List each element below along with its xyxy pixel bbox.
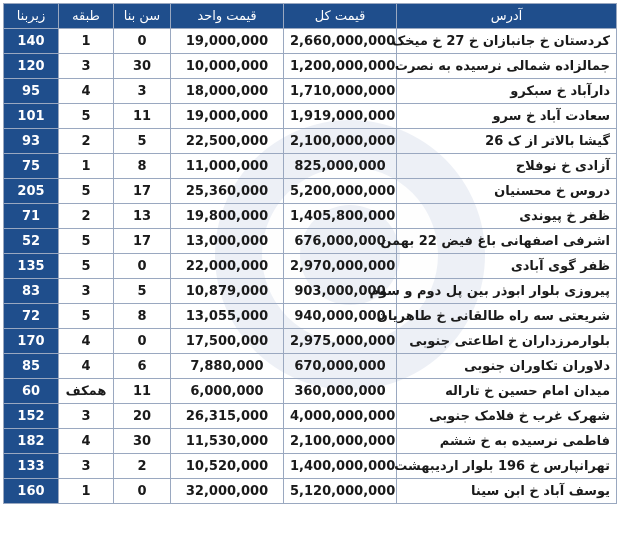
address-cell: فاطمی نرسیده به خ ششم	[397, 429, 617, 454]
table-row	[4, 404, 617, 429]
total-price-cell: 2,100,000,000	[284, 429, 397, 454]
building-age-cell: 8	[114, 304, 171, 329]
building-age-cell: 11	[114, 379, 171, 404]
table-row	[4, 354, 617, 379]
floor-cell: 4	[59, 329, 114, 354]
floor-cell: 2	[59, 129, 114, 154]
total-price-cell: 1,710,000,000	[284, 79, 397, 104]
unit-price-cell: 18,000,000	[171, 79, 284, 104]
floor-cell: 4	[59, 429, 114, 454]
total-price-cell: 2,660,000,000	[284, 29, 397, 54]
unit-price-cell: 11,530,000	[171, 429, 284, 454]
total-price-cell: 1,919,000,000	[284, 104, 397, 129]
floor-cell: 5	[59, 229, 114, 254]
table-row	[4, 154, 617, 179]
table-row	[4, 479, 617, 504]
unit-price-cell: 13,055,000	[171, 304, 284, 329]
area-cell: 182	[4, 429, 59, 454]
table-row	[4, 29, 617, 54]
address-cell: سعادت آباد خ سرو	[397, 104, 617, 129]
building-age-cell: 3	[114, 79, 171, 104]
building-age-cell: 30	[114, 429, 171, 454]
address-cell: کردستان خ جانبازان خ 27 خ میخک	[397, 29, 617, 54]
total-price-cell: 825,000,000	[284, 154, 397, 179]
area-cell: 135	[4, 254, 59, 279]
table-row	[4, 229, 617, 254]
header-floor: طبقه	[59, 4, 114, 29]
header-unit-price: قیمت واحد	[171, 4, 284, 29]
unit-price-cell: 22,500,000	[171, 129, 284, 154]
floor-cell: 3	[59, 54, 114, 79]
unit-price-cell: 10,000,000	[171, 54, 284, 79]
floor-cell: 5	[59, 254, 114, 279]
building-age-cell: 8	[114, 154, 171, 179]
area-cell: 152	[4, 404, 59, 429]
address-cell: میدان امام حسین خ تاراله	[397, 379, 617, 404]
building-age-cell: 11	[114, 104, 171, 129]
unit-price-cell: 19,000,000	[171, 104, 284, 129]
total-price-cell: 5,120,000,000	[284, 479, 397, 504]
floor-cell: 5	[59, 304, 114, 329]
area-cell: 71	[4, 204, 59, 229]
area-cell: 93	[4, 129, 59, 154]
building-age-cell: 5	[114, 279, 171, 304]
table-header-row	[4, 4, 617, 29]
building-age-cell: 0	[114, 254, 171, 279]
table-row	[4, 179, 617, 204]
total-price-cell: 1,405,800,000	[284, 204, 397, 229]
area-cell: 95	[4, 79, 59, 104]
unit-price-cell: 6,000,000	[171, 379, 284, 404]
table-row	[4, 279, 617, 304]
building-age-cell: 17	[114, 229, 171, 254]
header-building-age: سن بنا	[114, 4, 171, 29]
floor-cell: همکف	[59, 379, 114, 404]
table-row	[4, 79, 617, 104]
address-cell: دارآباد خ سبکرو	[397, 79, 617, 104]
total-price-cell: 2,100,000,000	[284, 129, 397, 154]
header-address: آدرس	[397, 4, 617, 29]
address-cell: شریعتی سه راه طالقانی خ طاهریان	[397, 304, 617, 329]
floor-cell: 5	[59, 104, 114, 129]
unit-price-cell: 7,880,000	[171, 354, 284, 379]
total-price-cell: 360,000,000	[284, 379, 397, 404]
unit-price-cell: 26,315,000	[171, 404, 284, 429]
building-age-cell: 0	[114, 29, 171, 54]
building-age-cell: 17	[114, 179, 171, 204]
area-cell: 133	[4, 454, 59, 479]
unit-price-cell: 22,000,000	[171, 254, 284, 279]
apartment-price-table	[3, 3, 617, 504]
total-price-cell: 670,000,000	[284, 354, 397, 379]
floor-cell: 5	[59, 179, 114, 204]
address-cell: بلوارمرزداران خ اطاعتی جنوبی	[397, 329, 617, 354]
table-row	[4, 379, 617, 404]
unit-price-cell: 10,520,000	[171, 454, 284, 479]
unit-price-cell: 19,800,000	[171, 204, 284, 229]
address-cell: اشرفی اصفهانی باغ فیض 22 بهمن	[397, 229, 617, 254]
area-cell: 75	[4, 154, 59, 179]
floor-cell: 1	[59, 479, 114, 504]
total-price-cell: 676,000,000	[284, 229, 397, 254]
address-cell: ظفر گوی آبادی	[397, 254, 617, 279]
table-row	[4, 54, 617, 79]
address-cell: گیشا بالاتر از ک 26	[397, 129, 617, 154]
floor-cell: 2	[59, 204, 114, 229]
building-age-cell: 2	[114, 454, 171, 479]
table-row	[4, 104, 617, 129]
table-row	[4, 254, 617, 279]
table-row	[4, 304, 617, 329]
unit-price-cell: 19,000,000	[171, 29, 284, 54]
address-cell: دلاوران تکاوران جنوبی	[397, 354, 617, 379]
building-age-cell: 0	[114, 329, 171, 354]
area-cell: 101	[4, 104, 59, 129]
building-age-cell: 30	[114, 54, 171, 79]
header-area: زیربنا	[4, 4, 59, 29]
address-cell: ظفر خ پیوندی	[397, 204, 617, 229]
building-age-cell: 13	[114, 204, 171, 229]
address-cell: آزادی خ نوفلاح	[397, 154, 617, 179]
total-price-cell: 2,970,000,000	[284, 254, 397, 279]
floor-cell: 3	[59, 404, 114, 429]
total-price-cell: 1,200,000,000	[284, 54, 397, 79]
building-age-cell: 20	[114, 404, 171, 429]
table-row	[4, 129, 617, 154]
floor-cell: 1	[59, 154, 114, 179]
area-cell: 120	[4, 54, 59, 79]
total-price-cell: 940,000,000	[284, 304, 397, 329]
area-cell: 52	[4, 229, 59, 254]
total-price-cell: 4,000,000,000	[284, 404, 397, 429]
address-cell: یوسف آباد خ ابن سینا	[397, 479, 617, 504]
table-body	[4, 29, 617, 504]
unit-price-cell: 25,360,000	[171, 179, 284, 204]
total-price-cell: 903,000,000	[284, 279, 397, 304]
total-price-cell: 5,200,000,000	[284, 179, 397, 204]
building-age-cell: 6	[114, 354, 171, 379]
area-cell: 83	[4, 279, 59, 304]
address-cell: شهرک غرب خ فلامک جنوبی	[397, 404, 617, 429]
area-cell: 85	[4, 354, 59, 379]
floor-cell: 4	[59, 354, 114, 379]
area-cell: 140	[4, 29, 59, 54]
total-price-cell: 1,400,000,000	[284, 454, 397, 479]
building-age-cell: 5	[114, 129, 171, 154]
address-cell: پیروزی بلوار ابوذر بین پل دوم و سوم	[397, 279, 617, 304]
table-row	[4, 329, 617, 354]
area-cell: 170	[4, 329, 59, 354]
unit-price-cell: 11,000,000	[171, 154, 284, 179]
floor-cell: 3	[59, 454, 114, 479]
total-price-cell: 2,975,000,000	[284, 329, 397, 354]
unit-price-cell: 32,000,000	[171, 479, 284, 504]
table-row	[4, 429, 617, 454]
address-cell: جمالزاده شمالی نرسیده به نصرت	[397, 54, 617, 79]
unit-price-cell: 17,500,000	[171, 329, 284, 354]
area-cell: 160	[4, 479, 59, 504]
area-cell: 72	[4, 304, 59, 329]
unit-price-cell: 13,000,000	[171, 229, 284, 254]
address-cell: دروس خ محسنیان	[397, 179, 617, 204]
address-cell: تهرانپارس خ 196 بلوار اردیبهشت	[397, 454, 617, 479]
floor-cell: 4	[59, 79, 114, 104]
floor-cell: 1	[59, 29, 114, 54]
building-age-cell: 0	[114, 479, 171, 504]
header-total-price: قیمت کل	[284, 4, 397, 29]
area-cell: 60	[4, 379, 59, 404]
unit-price-cell: 10,879,000	[171, 279, 284, 304]
floor-cell: 3	[59, 279, 114, 304]
table-row	[4, 454, 617, 479]
area-cell: 205	[4, 179, 59, 204]
table-row	[4, 204, 617, 229]
